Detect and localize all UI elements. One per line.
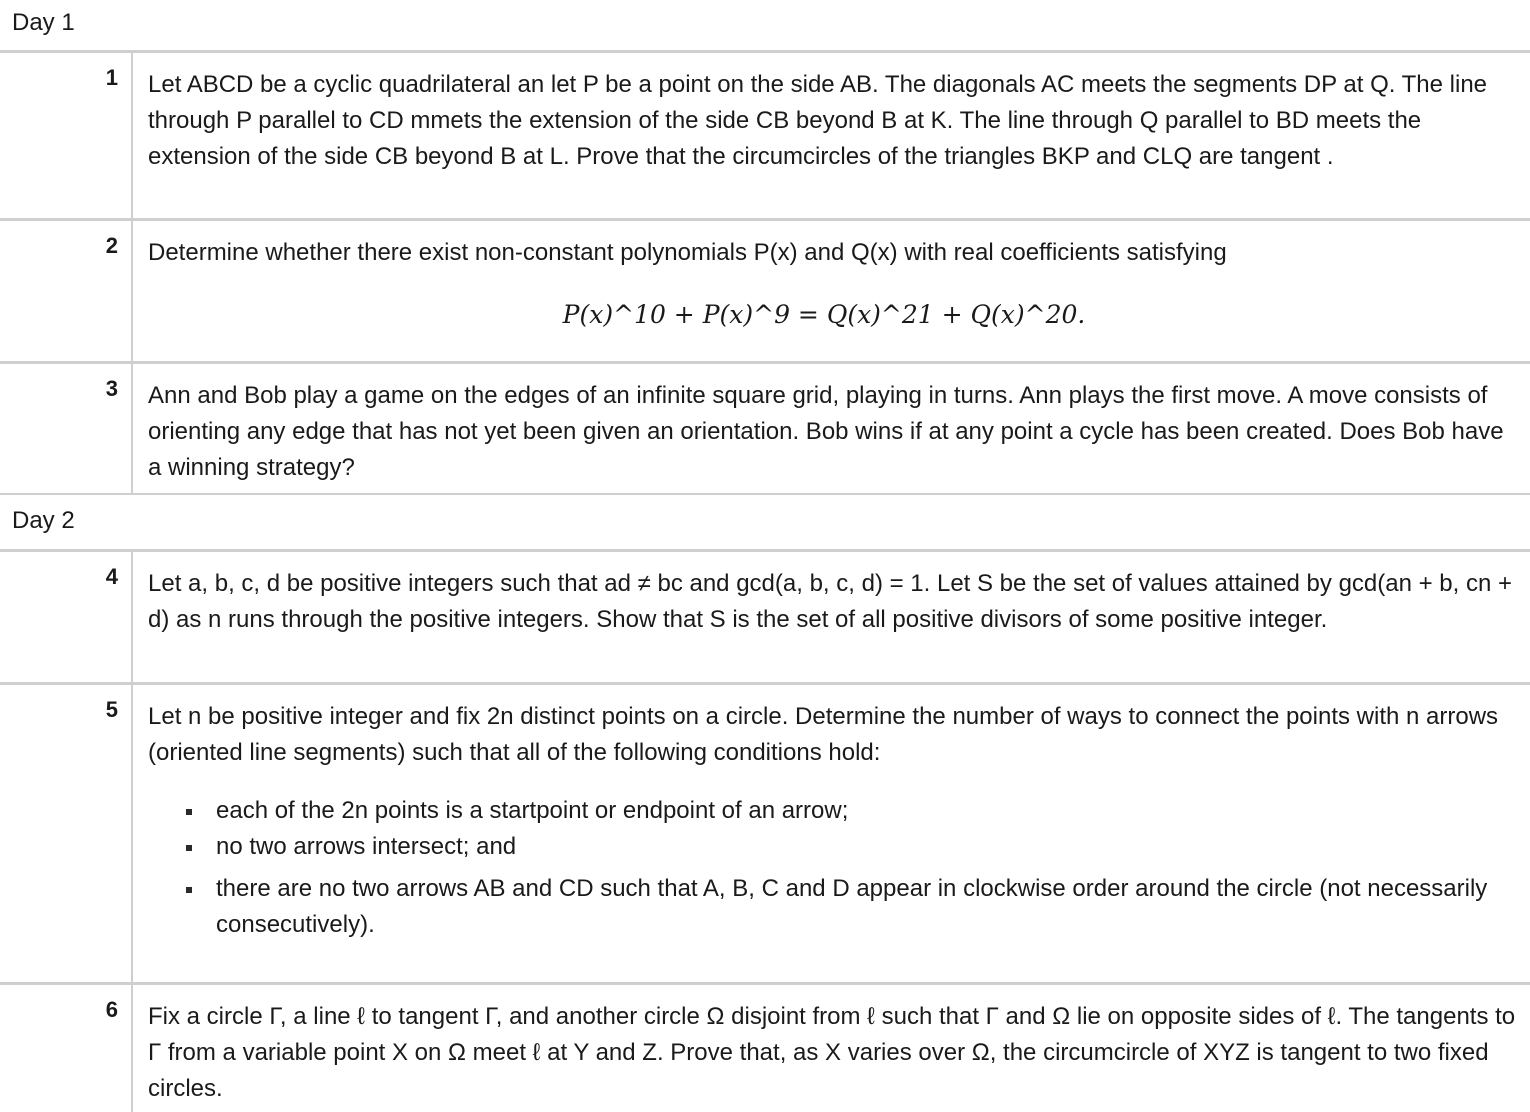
problem-body xyxy=(148,699,1520,943)
bullet-icon xyxy=(186,809,192,815)
problem-number: 3 xyxy=(105,376,118,401)
problem-row xyxy=(0,218,1530,363)
problem-text: Determine whether there exist non-constant polynomials P(x) and Q(x) with real coefficients satisfying xyxy=(148,239,1227,266)
problem-number: 1 xyxy=(105,65,118,90)
list-item xyxy=(168,871,1520,943)
day-2-heading: Day 2 xyxy=(12,507,75,534)
column-divider xyxy=(131,552,133,684)
problem-row xyxy=(0,682,1530,984)
bullet-icon xyxy=(186,845,192,851)
display-equation: P(x)^10 + P(x)^9 = Q(x)^21 + Q(x)^20. xyxy=(562,300,1086,329)
problem-text: Ann and Bob play a game on the edges of an infinite square grid, playing in turns. Ann plays the first move. A move consists of orienting any edge that has not yet been given an orientation. Bob wins if at any point a cycle has been created. Does Bob have a winning strategy? xyxy=(148,382,1504,481)
column-divider xyxy=(131,685,133,984)
section-divider xyxy=(0,493,1530,495)
problem-row xyxy=(0,50,1530,220)
problem-text: Let n be positive integer and fix 2n distinct points on a circle. Determine the number of ways to connect the points with n arrows (oriented line segments) such that all of the following conditions hold: xyxy=(148,703,1499,766)
list-item xyxy=(168,793,1520,829)
bullet-icon xyxy=(186,887,192,893)
list-item-text: each of the 2n points is a startpoint or endpoint of an arrow; xyxy=(216,797,849,824)
problem-body xyxy=(148,235,1520,333)
column-divider xyxy=(131,53,133,220)
day-1-heading: Day 1 xyxy=(12,9,75,36)
list-item-text: no two arrows intersect; and xyxy=(216,833,517,860)
problem-row xyxy=(0,982,1530,1112)
conditions-list xyxy=(148,793,1520,943)
problem-number: 5 xyxy=(105,697,118,722)
problem-text: Let a, b, c, d be positive integers such that ad ≠ bc and gcd(a, b, c, d) = 1. Let S be the set of values attained by gcd(an + b, cn + d) as n runs through the positive integers. Show that S is the set of all positive divisors of some positive integer. xyxy=(148,570,1513,633)
list-item-text: there are no two arrows AB and CD such that A, B, C and D appear in clockwise order around the circle (not necessarily consecutively). xyxy=(216,875,1488,938)
problem-text: Let ABCD be a cyclic quadrilateral an let P be a point on the side AB. The diagonals AC meets the segments DP at Q. The line through P parallel to CD mmets the extension of the side CB beyond B at K. The line through Q parallel to BD meets the extension of the side CB beyond B at L. Prove that the circumcircles of the triangles BKP and CLQ are tangent . xyxy=(148,71,1488,170)
problem-row xyxy=(0,361,1530,495)
problem-number: 4 xyxy=(105,564,118,589)
problem-number: 2 xyxy=(105,233,118,258)
problem-number: 6 xyxy=(105,997,118,1022)
problem-row xyxy=(0,549,1530,684)
column-divider xyxy=(131,364,133,495)
column-divider xyxy=(131,221,133,363)
list-item xyxy=(168,829,1520,865)
column-divider xyxy=(131,985,133,1112)
problem-text: Fix a circle Γ, a line ℓ to tangent Γ, and another circle Ω disjoint from ℓ such that Γ and Ω lie on opposite sides of ℓ. The tangents to Γ from a variable point X on Ω meet ℓ at Y and Z. Prove that, as X varies over Ω, the circumcircle of XYZ is tangent to two fixed circles. xyxy=(148,1003,1516,1102)
